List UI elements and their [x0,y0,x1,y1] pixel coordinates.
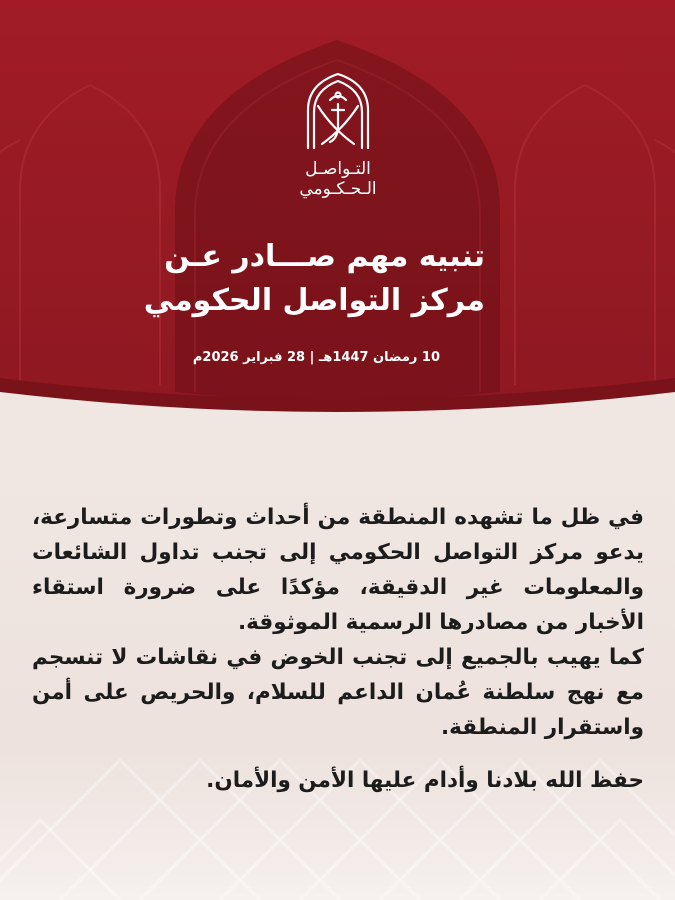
logo-line1: التـواصـل [305,159,371,179]
body-paragraph-1: في ظل ما تشهده المنطقة من أحداث وتطورات متسارعة، يدعو مركز التواصل الحكومي إلى تجنب تداول الشائعات والمعلومات غير الدقيقة، مؤكدًا على ضرورة استقاء الأخبار من مصادرها الرسمية الموثوقة. [32,505,644,635]
oman-national-emblem-icon [292,70,384,200]
logo-line2: الـحـكـومي [299,179,377,199]
announcement-body [32,500,644,798]
title-line-1: تنبيه مهم صـــادر عـن [164,239,485,274]
issue-date: 10 رمضان 1447هـ | 28 فبراير 2026م [192,350,440,365]
paragraph-spacer [32,745,644,763]
closing-prayer: حفظ الله بلادنا وأدام عليها الأمن والأمان. [206,768,644,793]
body-paragraph-2: كما يهيب بالجميع إلى تجنب الخوض في نقاشات لا تنسجم مع نهج سلطنة عُمان الداعم للسلام، والحريص على أمن واستقرار المنطقة. [32,645,644,740]
title-line-2: مركز التواصل الحكومي [143,283,485,318]
